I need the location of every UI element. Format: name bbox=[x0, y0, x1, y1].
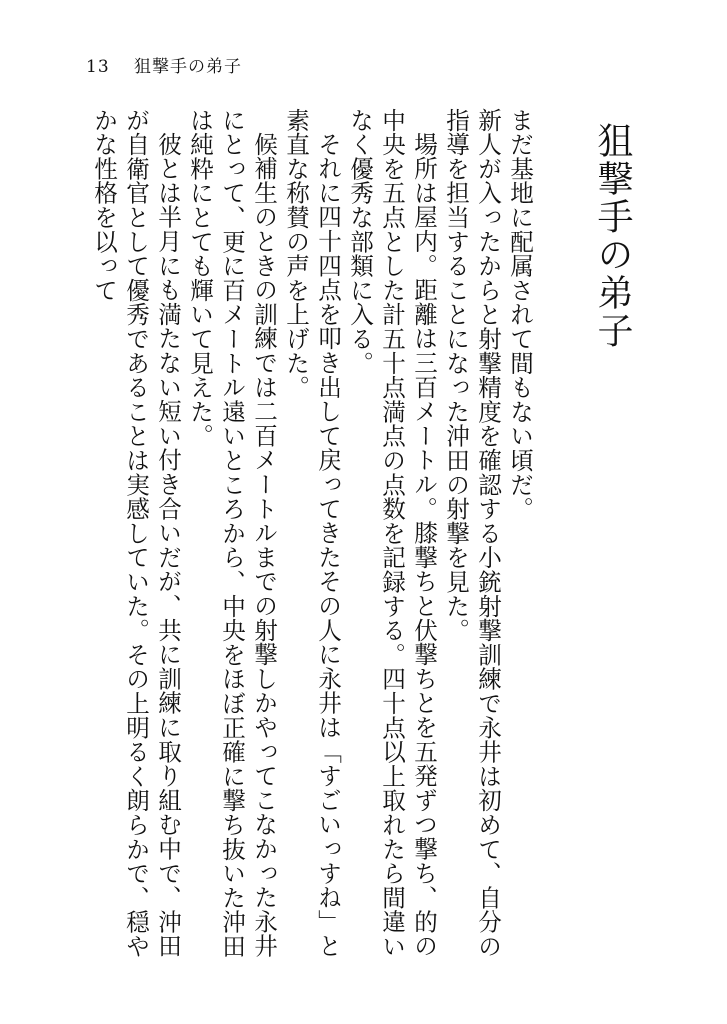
paragraph: 候補生のときの訓練では二百メートルまでの射撃しかやってこなかった永井にとって、更に百メートル遠いところから、中央をほぼ正確に撃ち抜いた沖田は純粋にとても輝いて見えた。 bbox=[186, 108, 278, 959]
running-title: 狙撃手の弟子 bbox=[134, 57, 243, 77]
vertical-text-body bbox=[90, 108, 633, 968]
chapter-title: 狙撃手の弟子 bbox=[592, 122, 633, 350]
page-number: 13 bbox=[86, 57, 110, 77]
paragraph: 新人が入ったからと射撃精度を確認する小銃射撃訓練で永井は初めて、自分の指導を担当することになった沖田の射撃を見た。 bbox=[442, 108, 502, 959]
paragraph: それに四十四点を叩き出して戻ってきたその人に永井は「すごいっすね」と素直な称賛の声を上げた。 bbox=[282, 108, 342, 958]
paragraph: まだ基地に配属されて間もない頃だ。 bbox=[506, 108, 534, 522]
running-header bbox=[86, 52, 242, 77]
paragraph: 場所は屋内。距離は三百メートル。膝撃ちと伏撃ちとを五発ずつ撃ち、的の中央を五点とした計五十点満点の点数を記録する。四十点以上取れたら間違いなく優秀な部類に入る。 bbox=[346, 108, 438, 959]
paragraph: 彼とは半月にも満たない短い付き合いだが、共に訓練に取り組む中で、沖田が自衛官として優秀であることは実感していた。その上明るく朗らかで、穏やかな性格を以って bbox=[90, 108, 182, 959]
